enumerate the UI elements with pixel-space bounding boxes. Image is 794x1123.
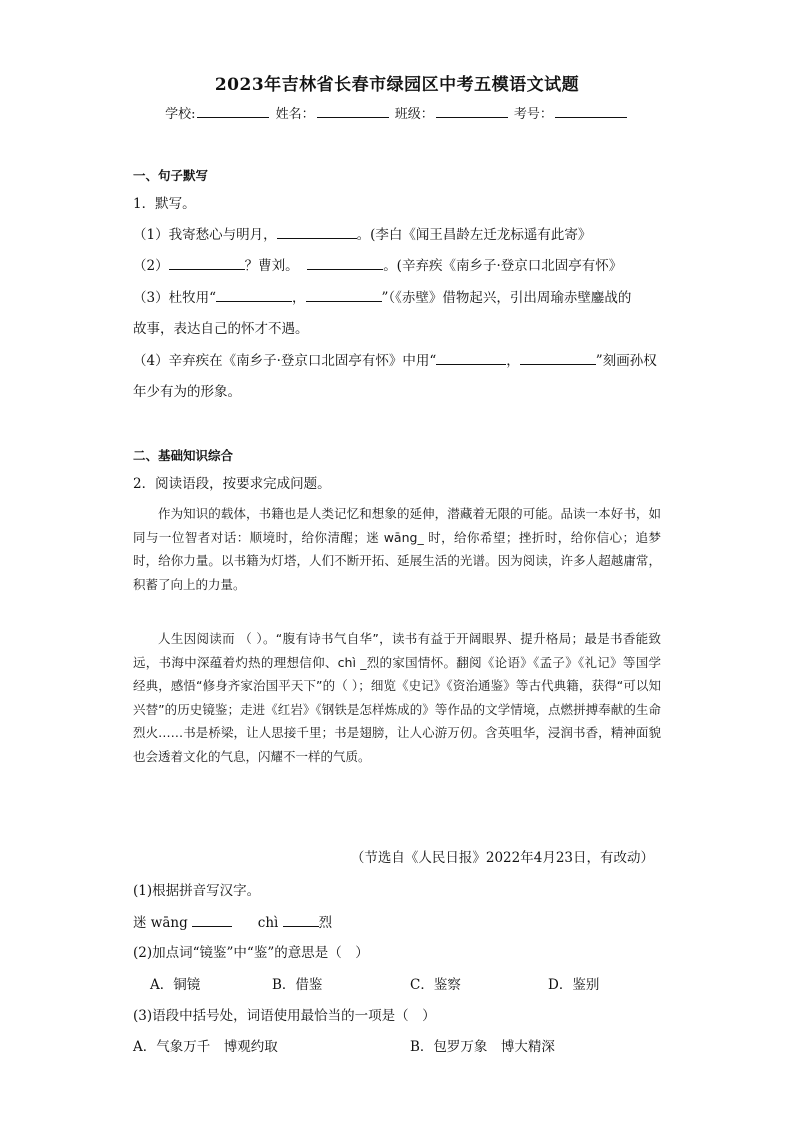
school-blank[interactable] — [197, 105, 269, 118]
q1-item-2 — [133, 254, 622, 274]
q1-item-4-pre: （4）辛弃疾在《南乡子·登京口北固亭有怀》中用“ — [133, 353, 437, 369]
q1-item-4-line-2: 年少有为的形象。 — [133, 384, 241, 400]
exam-title: 2023年吉林省长春市绿园区中考五模语文试题 — [214, 75, 580, 95]
sub3-option-a[interactable]: A．气象万千 博观约取 — [133, 1039, 278, 1055]
comma: ， — [506, 353, 520, 369]
subquestion-1-label: (1)根据拼音写汉字。 — [133, 883, 261, 899]
reading-paragraph-1: 作为知识的载体，书籍也是人类记忆和想象的延伸，潜藏着无限的可能。品读一本好书，如同与一位智者对话：顺境时，给你清醒；迷 wāng_ 时，给你希望；挫折时，给你信心；追梦时，给你力量。以书籍为灯塔，人们不断开拓、延展生活的光谱。因为阅读，许多人超越庸常，积蓄了向上的力量。 — [133, 506, 661, 592]
q1-item-1-pre: （1）我寄愁心与明月， — [133, 227, 277, 243]
answer-blank[interactable] — [307, 257, 383, 270]
class-blank[interactable] — [436, 105, 508, 118]
answer-blank[interactable] — [216, 289, 292, 302]
q1-item-3 — [133, 286, 631, 306]
sub2-option-d[interactable]: D．鉴别 — [548, 977, 600, 993]
subquestion-2-label: (2)加点词“镜鉴”中“鉴”的意思是（ ） — [133, 945, 369, 961]
answer-blank[interactable] — [277, 226, 357, 239]
question-1-label: 1．默写。 — [133, 196, 196, 212]
name-blank[interactable] — [317, 105, 389, 118]
q1-item-2-mid: ？曹刘。 — [244, 258, 299, 274]
school-label: 学校: — [165, 107, 196, 122]
section-2-heading: 二、基础知识综合 — [133, 448, 234, 463]
q1-item-4 — [133, 349, 657, 369]
reading-paragraph-2: 人生因阅读而 （ ）。“腹有诗书气自华”，读书有益于开阔眼界、提升格局；最是书香能致远，书海中深蕴着灼热的理想信仰、chì _烈的家国情怀。翻阅《论语》《孟子》《礼记》等国学经典，感悟“修身齐家治国平天下”的（ ）；细览《史记》《资治通鉴》等古代典籍，获得“可以知兴替”的历史镜鉴；走进《红岩》《钢铁是怎样炼成的》等作品的文学情境，点燃拼搏奉献的生命烈火……书是桥梁，让人思接千里；书是翅膀，让人心游万仞。含英咀华，浸润书香，精神面貌也会透着文化的气息，闪耀不一样的气质。 — [133, 631, 661, 764]
section-1-heading: 一、句子默写 — [133, 168, 209, 183]
q1-item-4-post: ”刻画孙权 — [595, 353, 657, 369]
sub2-option-c[interactable]: C．鉴察 — [410, 977, 461, 993]
student-info-row — [0, 103, 794, 122]
sub3-option-b[interactable]: B．包罗万象 博大精深 — [410, 1039, 555, 1055]
comma: ， — [292, 290, 306, 306]
answer-blank[interactable] — [436, 352, 506, 365]
q1-item-3-pre: （3）杜牧用“ — [133, 290, 216, 306]
answer-blank[interactable] — [306, 289, 382, 302]
exam-no-label: 考号： — [513, 107, 553, 122]
source-citation: （节选自《人民日报》2022年4月23日，有改动） — [350, 850, 654, 866]
q1-item-2-pre: （2） — [133, 258, 169, 274]
q1-item-1-post: 。(李白《闻王昌龄左迁龙标遥有此寄》 — [356, 227, 592, 243]
sub2-option-a[interactable]: A．铜镜 — [150, 977, 201, 993]
answer-blank[interactable] — [169, 257, 245, 270]
answer-blank[interactable] — [520, 352, 596, 365]
q1-item-2-post: 。(辛弃疾《南乡子·登京口北固亭有怀》 — [383, 258, 623, 274]
q1-item-3-post: ”（《赤壁》借物起兴，引出周瑜赤壁鏖战的 — [381, 290, 632, 306]
sub2-option-b[interactable]: B．借鉴 — [272, 977, 323, 993]
pinyin-wang: 迷 wāng — [133, 915, 188, 931]
answer-blank[interactable] — [283, 914, 319, 927]
class-label: 班级： — [394, 107, 434, 122]
pinyin-chi-tail: 烈 — [318, 915, 333, 931]
pinyin-chi: chì — [257, 915, 279, 931]
exam-no-blank[interactable] — [555, 105, 627, 118]
answer-blank[interactable] — [192, 914, 232, 927]
name-label: 姓名： — [275, 107, 315, 122]
subquestion-3-label: (3)语段中括号处，词语使用最恰当的一项是（ ） — [133, 1008, 436, 1024]
q1-item-1 — [133, 223, 591, 243]
subquestion-1-blanks — [133, 911, 332, 931]
q1-item-3-line-2: 故事，表达自己的怀才不遇。 — [133, 321, 309, 337]
question-2-label: 2．阅读语段，按要求完成问题。 — [133, 476, 331, 492]
